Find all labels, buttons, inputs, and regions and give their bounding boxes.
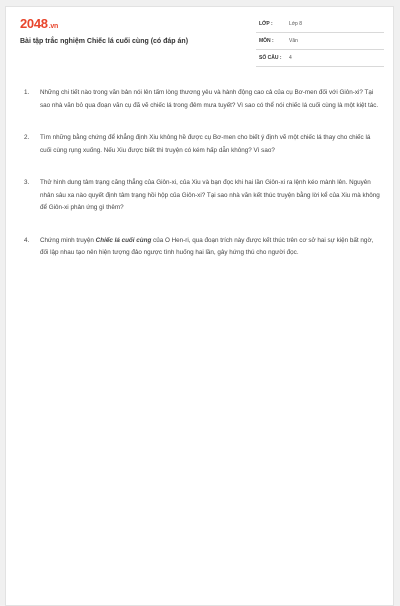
question-text-before: Chứng minh truyện <box>40 236 96 244</box>
meta-row-question-count <box>256 50 384 67</box>
question-number: 4. <box>24 236 30 244</box>
document-header <box>6 7 393 69</box>
question-text <box>40 237 373 257</box>
question-text: Thử hình dung tâm trạng căng thẳng của Giôn-xi, của Xiu và bạn đọc khi hai lần Giôn-xi ra lệnh kéo mành lên. Nguyên nhân sâu xa nào quyết định tâm trạng hồi hộp của Giôn-xi? Tại sao nhà văn kết thúc truyện bằng lời kể của Xiu mà không để Giôn-xi phản ứng gì thêm? <box>40 179 380 211</box>
meta-key: LỚP : <box>259 21 273 27</box>
document-page <box>5 6 394 606</box>
question-item <box>20 87 380 112</box>
meta-key: SỐ CÂU : <box>259 55 282 61</box>
story-title: Chiếc lá cuối cùng <box>95 236 152 244</box>
logo-suffix: .vn <box>48 23 58 30</box>
meta-row-class <box>256 16 384 33</box>
question-item <box>20 177 380 215</box>
question-number: 3. <box>24 179 30 186</box>
question-item <box>20 132 380 157</box>
meta-key: MÔN : <box>259 38 274 44</box>
meta-value: Văn <box>289 38 298 44</box>
question-text: Tìm những bằng chứng để khẳng định Xiu không hề được cụ Bơ-men cho biết ý định vẽ một chiếc lá thay cho chiếc lá cuối cùng rụng xuống. Nếu Xiu được biết thì truyện có kém hấp dẫn không? Vì sao? <box>40 134 371 154</box>
meta-value: Lớp 8 <box>289 21 303 27</box>
question-number: 1. <box>24 89 30 96</box>
meta-row-subject <box>256 33 384 50</box>
meta-table <box>256 16 384 67</box>
question-number: 2. <box>24 134 30 141</box>
question-text: Những chi tiết nào trong văn bản nói lên tấm lòng thương yêu và hành động cao cả của cụ Bơ-men đối với Giôn-xi? Tại sao nhà văn bỏ qua đoạn văn cụ đã vẽ chiếc lá trong đêm mưa tuyết? Vì sao có thể nói chiếc lá cuối cùng là một kiệt tác. <box>40 89 379 109</box>
document-title: Bài tập trắc nghiệm Chiếc lá cuối cùng (có đáp án) <box>20 38 189 45</box>
question-text-after: của O Hen-ri, qua đoạn trích này được kết thúc trên cơ sở hai sự kiện bất ngờ, đối lập nhau tạo nên hiện tượng đảo ngược tình huống hai lần, gây hứng thú cho người đọc. <box>40 236 374 256</box>
question-item <box>20 235 380 260</box>
question-list <box>20 87 380 280</box>
logo-main: 2048 <box>20 16 48 31</box>
meta-value: 4 <box>289 55 292 61</box>
site-logo[interactable] <box>20 16 58 31</box>
